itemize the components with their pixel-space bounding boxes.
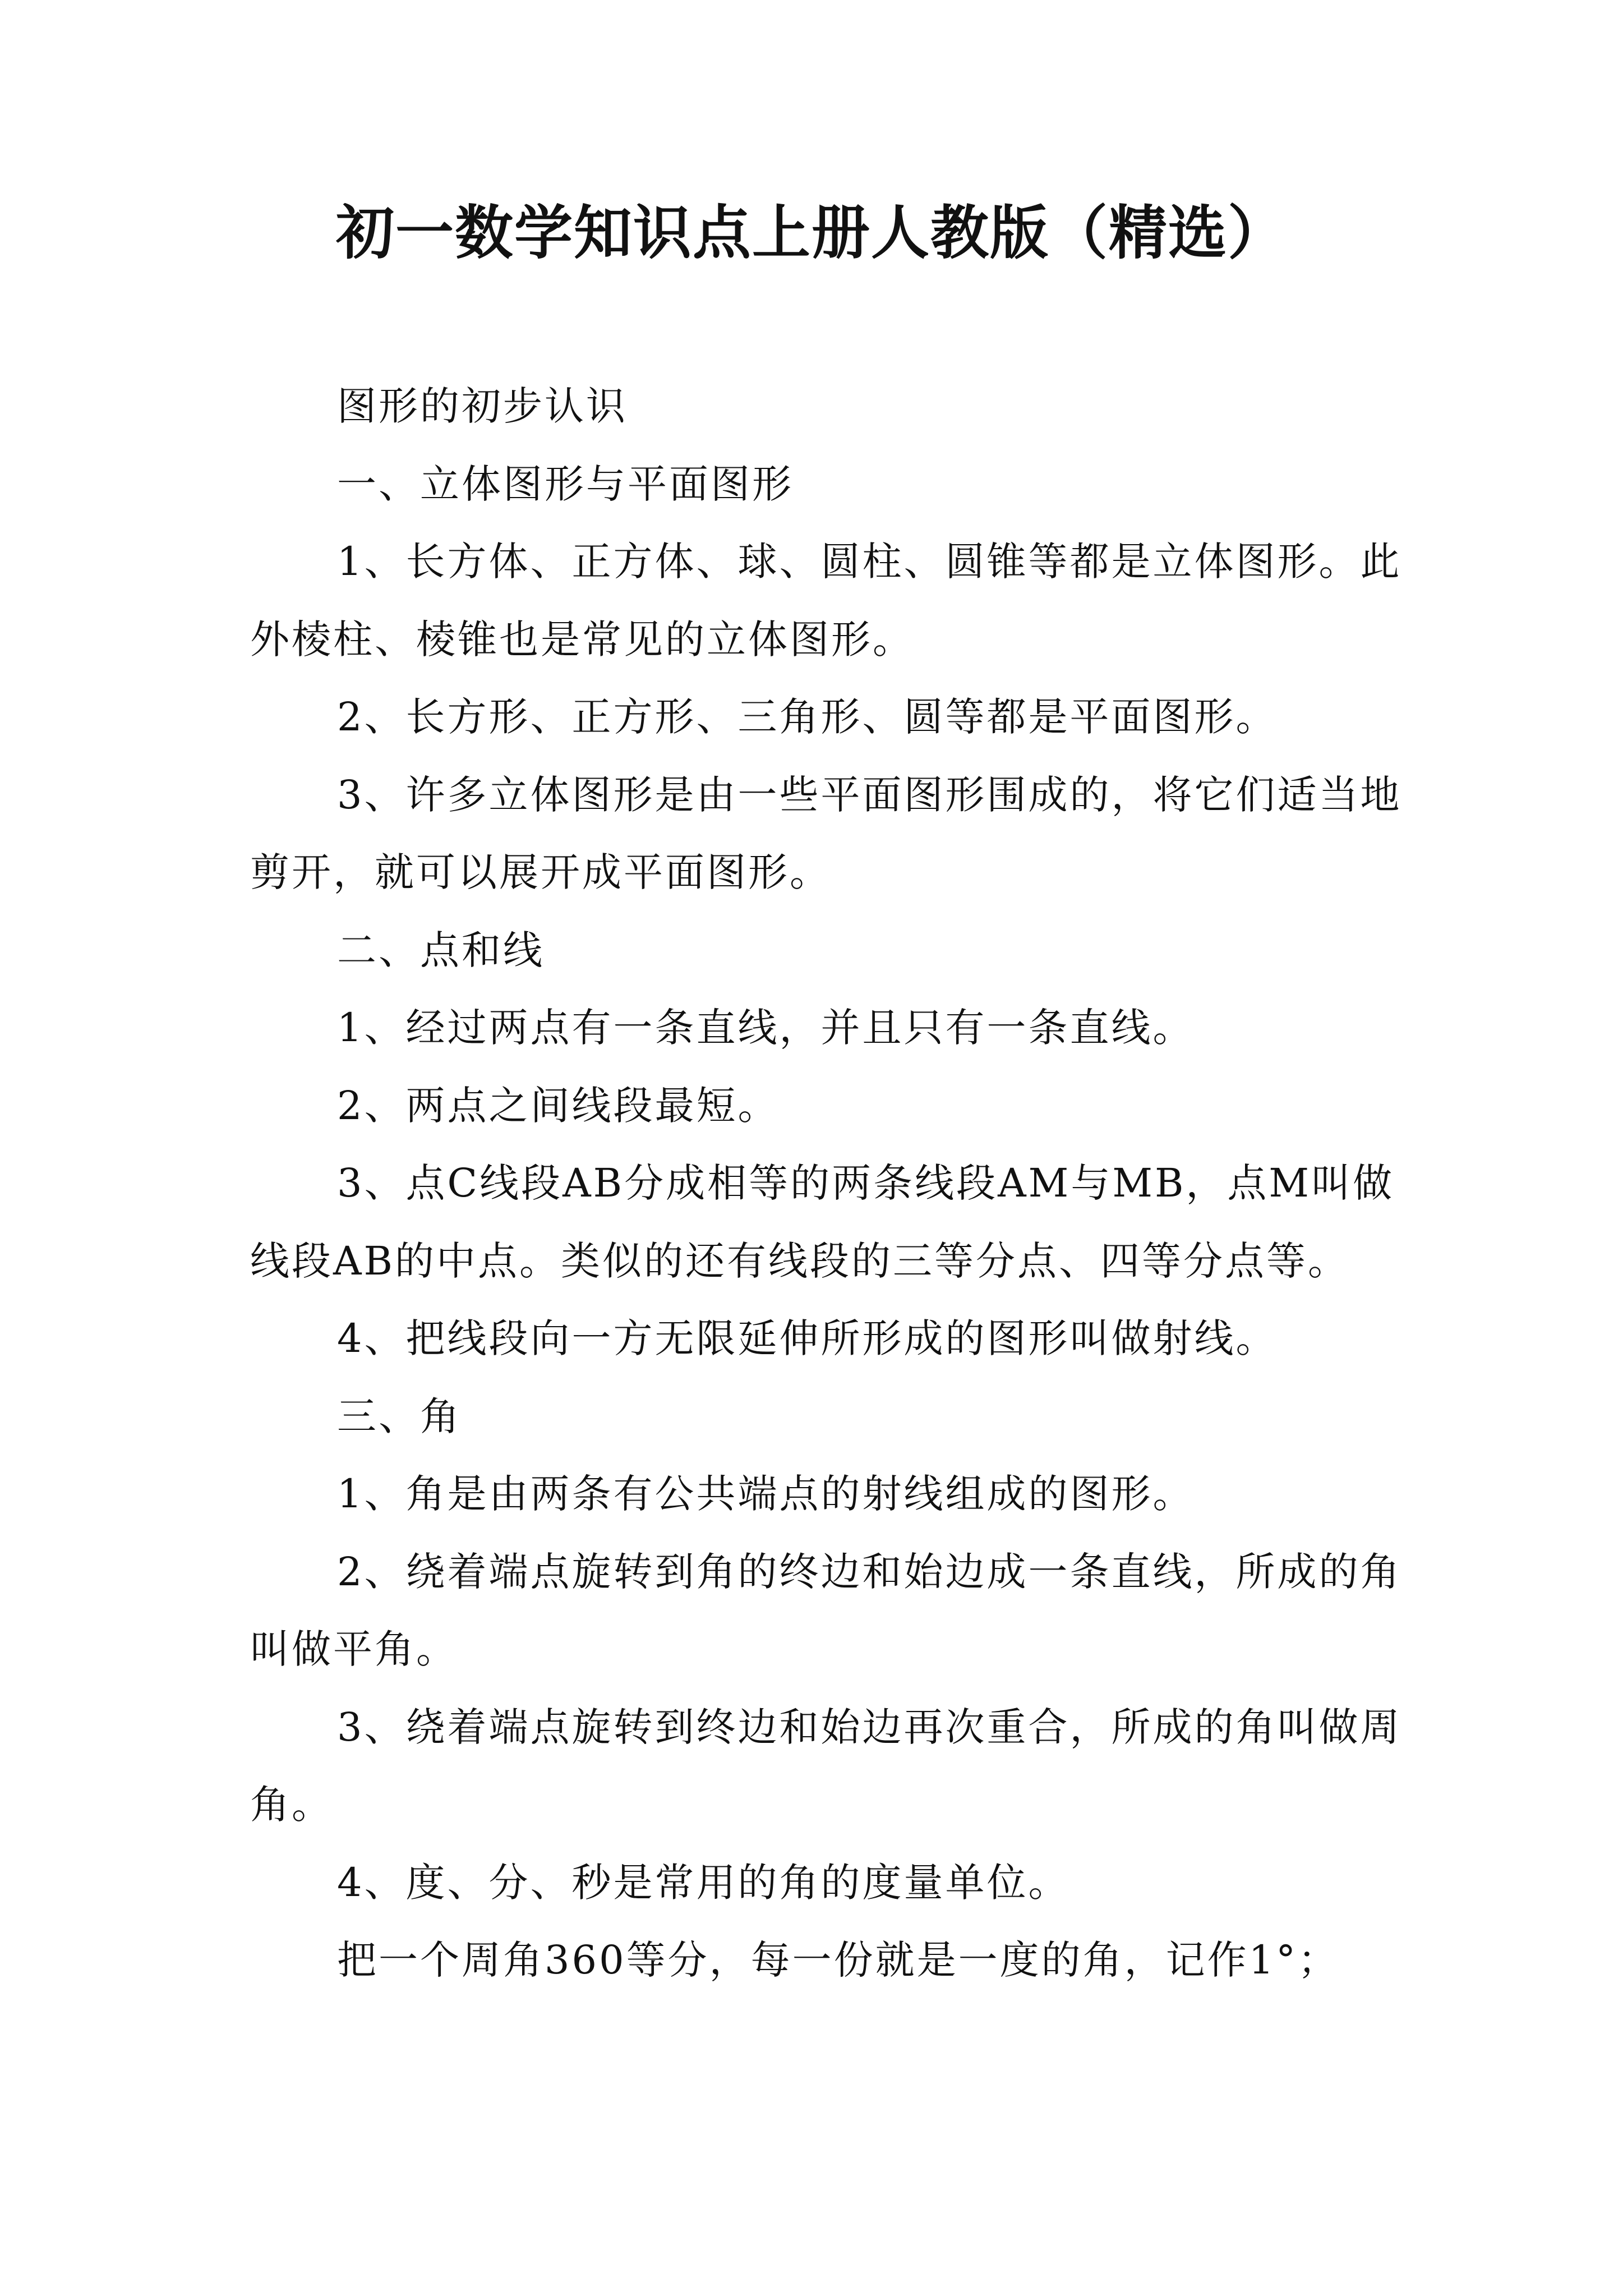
- paragraph: 3、点C线段AB分成相等的两条线段AM与MB，点M叫做线段AB的中点。类似的还有线段的三等分点、四等分点等。: [250, 1160, 1395, 1284]
- subsection-heading: 二、点和线: [337, 927, 545, 973]
- paragraph: 4、度、分、秒是常用的角的度量单位。: [337, 1859, 1070, 1906]
- paragraph: 1、长方体、正方体、球、圆柱、圆锥等都是立体图形。此外棱柱、棱锥也是常见的立体图形。: [250, 539, 1402, 662]
- document-title: 初一数学知识点上册人教版（精选）: [335, 198, 1287, 267]
- document-body: [250, 367, 1422, 1999]
- paragraph: 2、长方形、正方形、三角形、圆等都是平面图形。: [337, 694, 1278, 740]
- subsection-heading: 三、角: [337, 1393, 462, 1439]
- paragraph: 1、角是由两条有公共端点的射线组成的图形。: [337, 1471, 1195, 1517]
- subsection-heading: 一、立体图形与平面图形: [337, 461, 794, 507]
- paragraph: 把一个周角360等分，每一份就是一度的角，记作1°；: [337, 1937, 1340, 1983]
- section-heading: 图形的初步认识: [337, 383, 628, 429]
- paragraph: 3、绕着端点旋转到终边和始边再次重合，所成的角叫做周角。: [250, 1704, 1402, 1828]
- paragraph: 2、绕着端点旋转到角的终边和始边成一条直线，所成的角叫做平角。: [250, 1548, 1402, 1672]
- paragraph: 1、经过两点有一条直线，并且只有一条直线。: [337, 1005, 1195, 1051]
- paragraph: 4、把线段向一方无限延伸所形成的图形叫做射线。: [337, 1315, 1278, 1361]
- paragraph: 2、两点之间线段最短。: [337, 1082, 780, 1129]
- paragraph: 3、许多立体图形是由一些平面图形围成的，将它们适当地剪开，就可以展开成平面图形。: [250, 771, 1402, 895]
